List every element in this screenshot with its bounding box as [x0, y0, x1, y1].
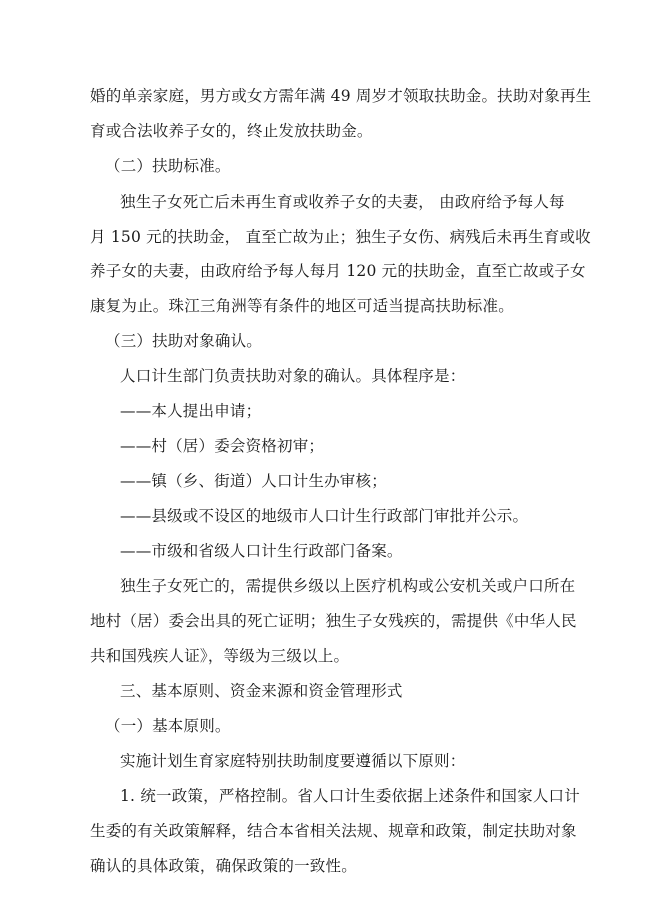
text-line: 婚的单亲家庭，男方或女方需年满 49 周岁才领取扶助金。扶助对象再生 [90, 87, 592, 105]
list-item: ——县级或不设区的地级市人口计生行政部门审批并公示。 [120, 507, 529, 525]
text-line: 生委的有关政策解释，结合本省相关法规、规章和政策，制定扶助对象 [90, 822, 577, 840]
section-heading: （三）扶助对象确认。 [105, 332, 263, 350]
text-line: 育或合法收养子女的，终止发放扶助金。 [90, 122, 373, 140]
section-heading: （一）基本原则。 [105, 717, 231, 735]
list-item: ——村（居）委会资格初审； [120, 437, 325, 455]
text-line: 人口计生部门负责扶助对象的确认。具体程序是： [120, 367, 466, 385]
text-line: 确认的具体政策，确保政策的一致性。 [90, 857, 357, 875]
list-item: ——本人提出申请； [120, 402, 262, 420]
text-line: 独生子女死亡后未再生育或收养子女的夫妻， 由政府给予每人每 [120, 193, 565, 211]
text-line: 养子女的夫妻，由政府给予每人每月 120 元的扶助金，直至亡故或子女 [90, 262, 586, 280]
text-line: 1. 统一政策，严格控制。省人口计生委依据上述条件和国家人口计 [120, 787, 580, 805]
list-item: ——镇（乡、街道）人口计生办审核； [120, 472, 387, 490]
text-line: 独生子女死亡的，需提供乡级以上医疗机构或公安机关或户口所在 [120, 577, 576, 595]
text-line: 康复为止。珠江三角洲等有条件的地区可适当提高扶助标准。 [90, 297, 514, 315]
text-line: 地村（居）委会出具的死亡证明；独生子女残疾的，需提供《中华人民 [90, 612, 577, 630]
section-heading: （二）扶助标准。 [105, 157, 231, 175]
text-line: 月 150 元的扶助金， 直至亡故为止；独生子女伤、病残后未再生育或收 [90, 228, 591, 246]
text-line: 实施计划生育家庭特别扶助制度要遵循以下原则： [120, 752, 466, 770]
text-line: 共和国残疾人证》，等级为三级以上。 [90, 647, 350, 665]
chapter-heading: 三、基本原则、资金来源和资金管理形式 [120, 682, 403, 700]
list-item: ——市级和省级人口计生行政部门备案。 [120, 542, 403, 560]
